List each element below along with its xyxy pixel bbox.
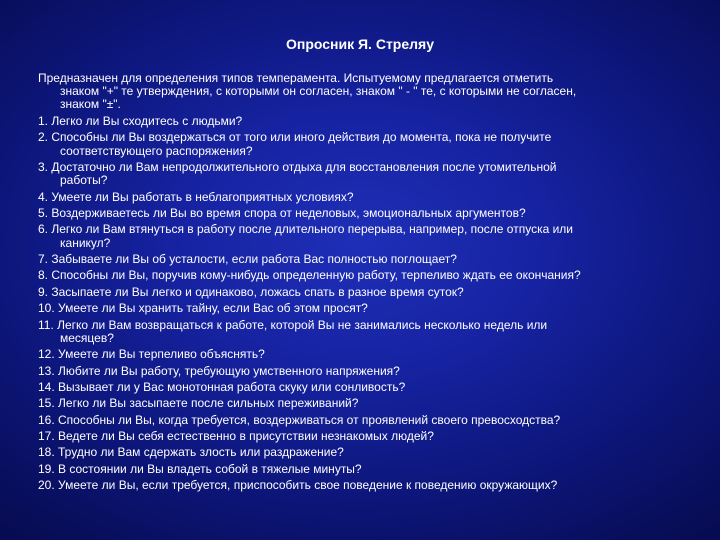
question-text: 14. Вызывает ли у Вас монотонная работа скуку или сонливость? — [38, 379, 406, 394]
question-item — [38, 131, 698, 157]
question-text: 16. Способны ли Вы, когда требуется, воздерживаться от проявлений своего превосходства? — [38, 412, 561, 427]
question-item — [38, 365, 698, 378]
question-text: 6. Легко ли Вам втянуться в работу после длительного перерыва, например, после отпуска или — [38, 222, 574, 237]
question-item — [38, 253, 698, 266]
question-item — [38, 319, 698, 345]
question-text-continued: соответствующего распоряжения? — [60, 143, 253, 158]
intro-paragraph — [38, 72, 678, 111]
question-text-continued: месяцев? — [60, 330, 114, 345]
question-item — [38, 302, 698, 315]
question-item — [38, 223, 698, 249]
question-item — [38, 381, 698, 394]
question-text: 2. Способны ли Вы воздержаться от того или иного действия до момента, пока не получите — [38, 130, 552, 145]
page-title: Опросник Я. Стреляу — [285, 36, 434, 52]
question-item — [38, 479, 698, 492]
question-item — [38, 430, 698, 443]
question-item — [38, 115, 698, 128]
question-item — [38, 463, 698, 476]
question-item — [38, 207, 698, 220]
question-text: 15. Легко ли Вы засыпаете после сильных переживаний? — [38, 396, 359, 411]
question-text: 13. Любите ли Вы работу, требующую умственного напряжения? — [38, 363, 400, 378]
question-item — [38, 286, 698, 299]
intro-line: знаком "±". — [60, 97, 121, 111]
question-text: 1. Легко ли Вы сходитесь с людьми? — [38, 114, 243, 128]
question-text: 20. Умеете ли Вы, если требуется, приспособить свое поведение к поведению окружающих? — [38, 478, 558, 493]
question-item — [38, 397, 698, 410]
question-item — [38, 191, 698, 204]
question-text: 17. Ведете ли Вы себя естественно в присутствии незнакомых людей? — [38, 429, 434, 444]
question-text: 19. В состоянии ли Вы владеть собой в тяжелые минуты? — [38, 461, 362, 476]
question-text: 3. Достаточно ли Вам непродолжительного отдыха для восстановления после утомительной — [38, 159, 557, 174]
question-text: 10. Умеете ли Вы хранить тайну, если Вас об этом просят? — [38, 301, 368, 316]
question-text: 11. Легко ли Вам возвращаться к работе, которой Вы не занимались несколько недель или — [38, 317, 548, 332]
question-text: 7. Забываете ли Вы об усталости, если работа Вас полностью поглощает? — [38, 251, 457, 266]
question-text: 5. Воздерживаетесь ли Вы во время спора от неделовых, эмоциональных аргументов? — [38, 205, 526, 220]
question-item — [38, 414, 698, 427]
question-item — [38, 161, 698, 187]
question-text-continued: каникул? — [60, 235, 111, 250]
intro-line: Предназначен для определения типов темперамента. Испытуемому предлагается отметить — [38, 71, 554, 85]
question-list — [38, 115, 698, 496]
question-item — [38, 446, 698, 459]
question-text: 4. Умеете ли Вы работать в неблагоприятных условиях? — [38, 189, 354, 204]
question-item — [38, 269, 698, 282]
question-text: 12. Умеете ли Вы терпеливо объяснять? — [38, 347, 265, 362]
question-item — [38, 348, 698, 361]
question-text: 9. Засыпаете ли Вы легко и одинаково, ложась спать в разное время суток? — [38, 284, 464, 299]
question-text-continued: работы? — [60, 173, 108, 188]
question-text: 8. Способны ли Вы, поручив кому-нибудь определенную работу, терпеливо ждать ее окончания? — [38, 268, 581, 283]
intro-line: знаком "+" те утверждения, с которыми он согласен, знаком " - " те, с которыми не согласен, — [60, 84, 577, 98]
question-text: 18. Трудно ли Вам сдержать злость или раздражение? — [38, 445, 344, 460]
